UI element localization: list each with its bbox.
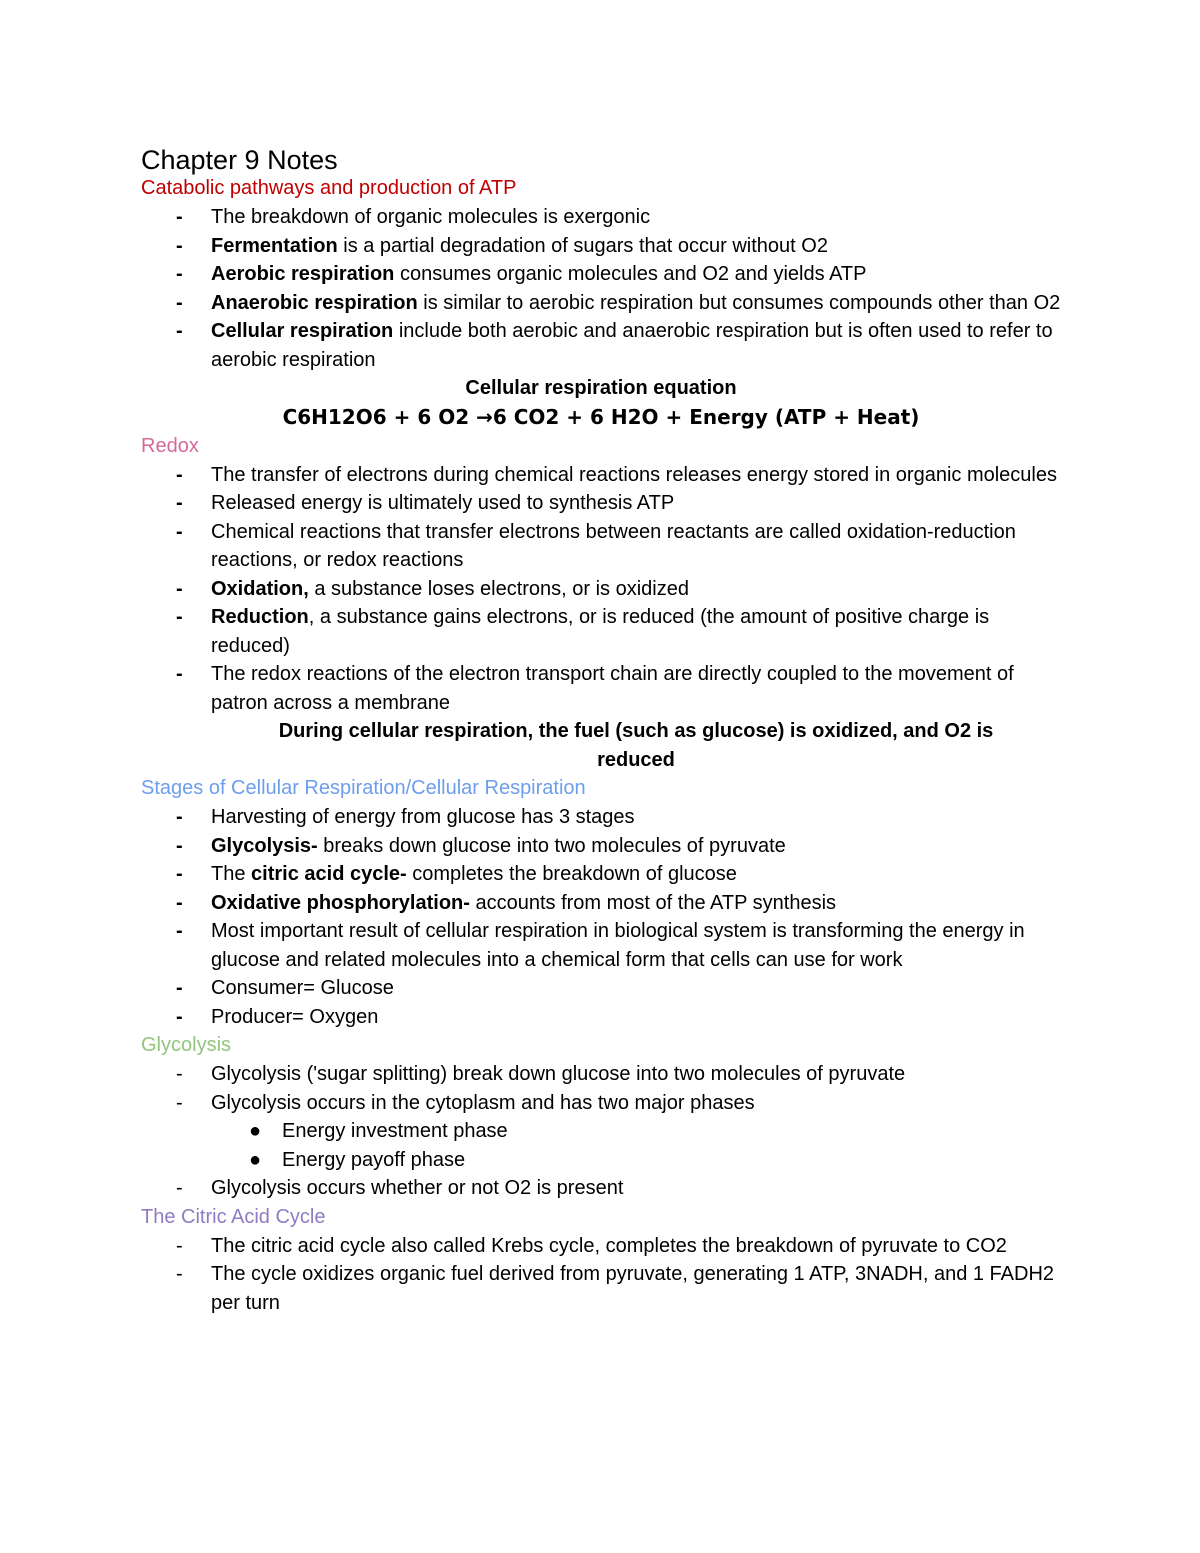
list-item: - Anaerobic respiration is similar to aerobic respiration but consumes compounds other than O2 [176,291,1061,314]
section-heading-glycolysis: Glycolysis [141,1034,232,1056]
list-item: - Glycolysis ('sugar splitting) break down glucose into two molecules of pyruvate [176,1063,906,1085]
list-item: - Chemical reactions that transfer electrons between reactants are called oxidation-reduction reactions, or redox reactions [176,520,1016,571]
section-heading-catabolic: Catabolic pathways and production of ATP [141,177,517,199]
sub-list-item: ● Energy investment phase [249,1120,508,1142]
list-item: - Most important result of cellular respiration in biological system is transforming the energy in glucose and related molecules into a chemical form that cells can use for work [176,920,1025,971]
list-item: - Released energy is ultimately used to synthesis ATP [176,492,675,514]
list-item: - The transfer of electrons during chemical reactions releases energy stored in organic molecules [176,463,1057,486]
redox-list [141,461,1061,718]
list-item: - Cellular respiration include both aerobic and anaerobic respiration but is often used to refer to aerobic respiration [176,320,1053,371]
list-item: - Reduction, a substance gains electrons, or is reduced (the amount of positive charge is reduced) [176,606,990,657]
list-item: - Glycolysis- breaks down glucose into two molecules of pyruvate [176,834,786,857]
catabolic-list [141,203,1061,374]
redox-summary: During cellular respiration, the fuel (such as glucose) is oxidized, and O2 is reduced [278,720,994,771]
document-page [141,140,1061,1317]
list-item: - Fermentation is a partial degradation of sugars that occur without O2 [176,234,828,257]
list-item: - Consumer= Glucose [176,977,394,999]
list-item: - Glycolysis occurs in the cytoplasm and has two major phases [176,1091,755,1114]
list-item: - The redox reactions of the electron transport chain are directly coupled to the movement of patron across a membrane [176,663,1014,714]
list-item: - Oxidative phosphorylation- accounts from most of the ATP synthesis [176,891,837,914]
equation-title: Cellular respiration equation [465,377,737,399]
stages-list [141,803,1061,1031]
page-title: Chapter 9 Notes [141,145,338,175]
sub-list-item: ● Energy payoff phase [249,1148,466,1171]
section-heading-redox: Redox [141,434,199,457]
list-item: - Oxidation, a substance loses electrons, or is oxidized [176,577,689,600]
list-item: - Aerobic respiration consumes organic molecules and O2 and yields ATP [176,263,867,285]
section-heading-citric-acid-cycle: The Citric Acid Cycle [141,1205,326,1228]
list-item: - The breakdown of organic molecules is exergonic [176,206,651,228]
section-heading-stages: Stages of Cellular Respiration/Cellular Respiration [141,777,586,799]
glycolysis-list [141,1060,1061,1203]
list-item: - The citric acid cycle also called Krebs cycle, completes the breakdown of pyruvate to CO2 [176,1234,1007,1257]
list-item: - Harvesting of energy from glucose has 3 stages [176,806,635,828]
list-item: - The citric acid cycle- completes the breakdown of glucose [176,863,737,885]
list-item: - The cycle oxidizes organic fuel derived from pyruvate, generating 1 ATP, 3NADH, and 1 FADH2 per turn [176,1263,1055,1314]
list-item: - Producer= Oxygen [176,1005,379,1028]
citric-acid-list [141,1232,1061,1318]
list-item: - Glycolysis occurs whether or not O2 is present [176,1177,624,1199]
respiration-equation: C6H12O6 + 6 O2 →6 CO2 + 6 H2O + Energy (ATP + Heat) [282,404,920,429]
